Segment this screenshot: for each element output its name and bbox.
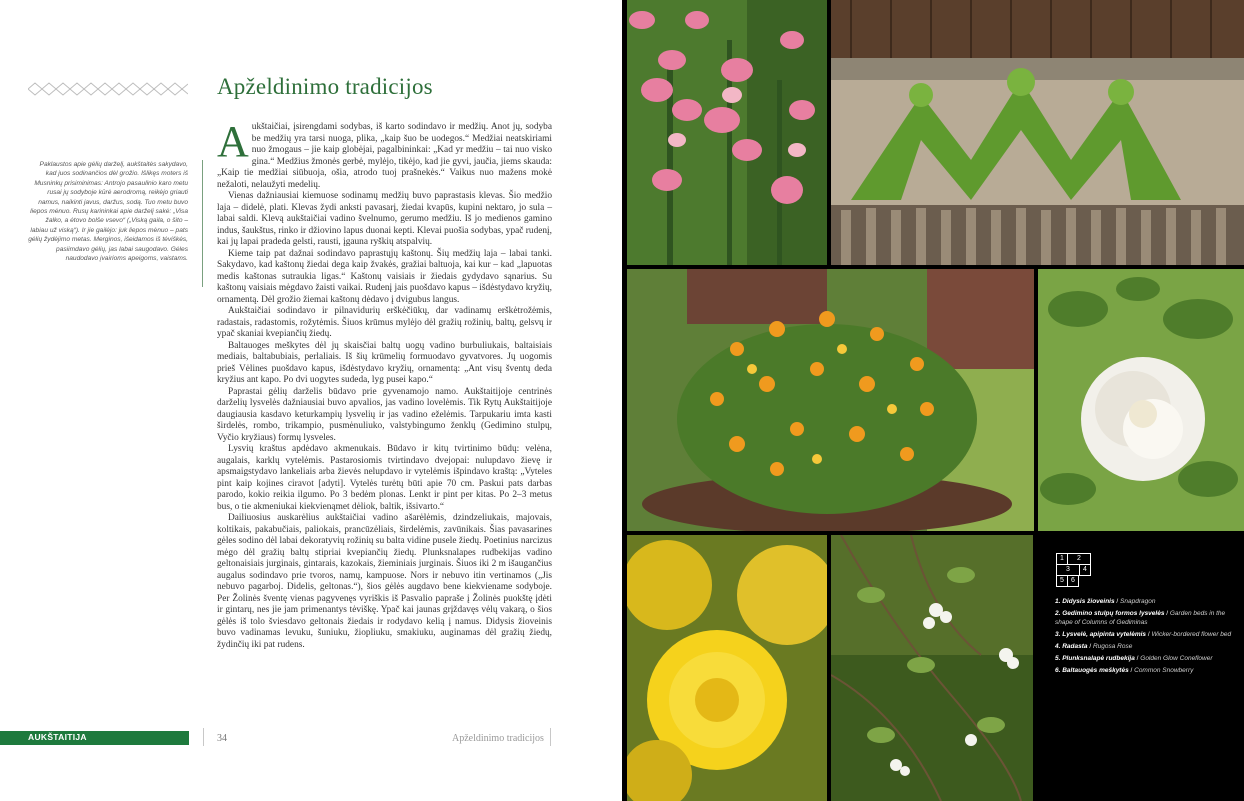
grid-cell: 5 [1056, 575, 1068, 587]
grid-cell: 3 [1056, 564, 1080, 576]
caption-item: 5. Plunksnalapė rudbekija / Golden Glow Coneflower [1055, 655, 1213, 662]
caption-lt: 4. Radasta [1055, 643, 1088, 650]
paragraph: Dailiuosius auskarėlius aukštaičiai vadino ašarėlėmis, dzindzeliukais, majovais, koltikais, pakabučiais, paliokais, prancūzėliais, širdelėmis, zavūnikais. Šias pavasarines gėles sodino dėl labai dekoratyvių rožinių su balta vidine pusele žiedų. Poetinius narcizus mėgo dėl gražių baltų stipriai kvepiančių žiedų. Plunksnalapes rudbekijas vadino geltonaisiais jurginais, gintarais, kazokais, žieminiais jurginais. Šiuos iki 2 m išaugančius augalus sodindavo prie tvoros, namų, kampuose. Nors ir nebuvo itin vertinamos („Jis nebuvo pagarboj. Didelis, geltonas.“), šios gėlės augdavo bene kiekviename sodyboje. Per Žolinės šventę vienas pagyvenęs vyriškis iš Pasvalio papraše į Žolinės puokštę įdėti ir gintarų, nes jie jam primenantys tėviškę. Ypač kai jaunas grįždavęs vėlų vakarą, o šios gėlės iš tolo šviesdavo geltonais žiedais ir rodydavo kelią į namus. Didysis žioveinis buvo vadinamas levuku, šuniuku, žiopliuku, smakiuku, auginamas dėl gražių žiedų, žydinčių iki pat rudens. [217, 513, 552, 650]
page-title: Apželdinimo tradicijos [217, 74, 433, 99]
grid-cell: 2 [1067, 553, 1091, 565]
caption-item: 1. Didysis žioveinis / Snapdragon [1055, 598, 1156, 605]
photo-snapdragon [627, 0, 827, 265]
caption-lt: 6. Baltauogės meškytės [1055, 667, 1129, 674]
caption-lt: 2. Gedimino stulpų formos lysvelės [1055, 610, 1165, 617]
photo-rugosa-rose [1038, 269, 1244, 531]
section-label: AUKŠTAITIJA [28, 732, 87, 742]
photo-golden-glow [627, 535, 827, 801]
page-number: 34 [217, 733, 227, 744]
photo-snowberry [831, 535, 1033, 801]
sidebar-divider [202, 160, 203, 287]
caption-lt: 3. Lysvelė, apipinta vytelėmis [1055, 631, 1147, 638]
paragraph: Baltauoges meškytes dėl jų skaisčiai baltų uogų vadino burbuliukais, baltaisiais mediais, baltabubiais, perlaliais. Iš šių krūmelių formuodavo gyvatvores. Jų uogomis prieš Vėlines puošdavo kapus, išdėstydavo kryžių, ornamentą: „Ant visų šventų deda kryžius ant kapo. Po dvi uogytes sudeda, lyg pusei kapo.“ [217, 340, 552, 385]
paragraph: Kieme taip pat dažnai sodindavo paprastųjų kaštonų. Šių medžių laja – labai tanki. Sakydavo, kad kaštonų žiedai dega kaip žvakės, gražiai baltuoja, kai kur – kad „lapuotas medis kaštonas sutraukia ligas.“ Kaštonų vaisiais ir žiedais gydydavo sąnarius. Su kaštonų vaisiais mėgdavo žaisti vaikai. Rudenį jais puošdavo kapus – išdėstydavo kryžių, ornamentą. Dėl grožio žiemai kaštonų dėdavo į dvigubus langus. [217, 248, 552, 305]
paragraph-text: ukštaičiai, įsirengdami sodybas, iš karto sodindavo ir medžių. Anot jų, sodyba be medžių yra tarsi nuoga, plika, „kaip šuo be uodegos.“ Medžiai neatskiriami nuo žmogaus – jie kaip globėjai, pagalbininkai: „Kad yr medžiu – tai nuo visko gina.“ Medžius žmonės gerbė, mylėjo, tikėjo, kad jie gyvi, jaučia, jiems skauda: „Kaip tie medžiai siūbuoja, ošia, atrodo tuoj prašnekės.“ Vaikus nuo mažens mokė nežaloti, nelaužyti medelių. [217, 122, 552, 190]
sidebar-quote: Paklaustos apie gėlių darželį, aukštaitės sakydavo, kad juos sodinančios dėl grožio. Išlikęs moters iš Musninkų prisiminimas: Antrojo pasaulinio karo metu rusai jų sodyboje kūrė aerodromą, reikėjo griauti namus, naikinti javus, daržus, sodą. Tuo metu buvo liepos mėnuo. Rusų karininkai apie darželį sakė: „Visa žalko, a ėtovo bolše vsevo“ („Viską gaila, o šito – labiau už viską“). Ir jie gailėjo: juk liepos mėnuo – pats gėlių žydėjimo metas. Merginos, išeidamos iš tėviškės, pasiimdavo gėlių, jas labai saugodavo. Gėles naudodavo įvairioms apeigoms, vaistams. [28, 161, 188, 263]
article-body [217, 117, 552, 651]
caption-en: Golden Glow Coneflower [1140, 655, 1213, 662]
grid-cell: 4 [1079, 564, 1091, 576]
paragraph: Aukštaičiai sodindavo ir pilnavidurių erškėčiūkų, dar vadinamų erškėtrožėmis, radastais, radastomis, rožytėmis. Šiuos krūmus mylėjo dėl gražių rožinių, baltų, gelsvų ir ypač skaniai kvepiančių žiedų. [217, 306, 552, 339]
caption-en: Common Snowberry [1134, 667, 1194, 674]
caption-en: Wicker-bordered flower bed [1151, 631, 1232, 638]
dropcap: A [217, 117, 249, 166]
caption-lt: 5. Plunksnalapė rudbekija [1055, 655, 1135, 662]
caption-list [1055, 597, 1235, 678]
photo-wicker-bed [627, 269, 1034, 531]
running-head: Apželdinimo tradicijos [452, 733, 544, 744]
grid-cell: 1 [1056, 553, 1068, 565]
paragraph: Paprastai gėlių darželis būdavo prie gyvenamojo namo. Aukštaitijoje centrinės darželių lysvelės dažniausiai buvo apvalios, jas vadino lovelėmis. Tik Rytų Aukštaitijoje daugiausia kasdavo keturkampių lysvelių ir jas vadino eželėmis. Tarpukariu imta kasti širdelės, rombo, trikampio, pusmėnuliuko, valstybingumo ženklų (Gedimino stulpų, Vyčio kryžiaus) formų lysveles. [217, 386, 552, 443]
caption-lt: 1. Didysis žioveinis [1055, 598, 1115, 605]
folk-ornament-band [28, 82, 188, 96]
caption-item: 2. Gedimino stulpų formos lysvelės / Garden beds in the shape of Columns of Gediminas [1055, 610, 1226, 626]
caption-item: 6. Baltauogės meškytės / Common Snowberry [1055, 667, 1194, 674]
photo-gediminas-beds [831, 0, 1244, 265]
paragraph [217, 117, 552, 191]
caption-item: 3. Lysvelė, apipinta vytelėmis / Wicker-bordered flower bed [1055, 631, 1232, 638]
footer-divider [550, 728, 551, 746]
section-footer-band [0, 731, 189, 745]
paragraph: Lysvių kraštus apdėdavo akmenukais. Būdavo ir kitų tvirtinimo būdų: velėna, augalais, karklų vytelėmis. Pastarosiomis tvirtindavo dvejopai: nulupdavo žievę ir apsmaigstydavo lankeliais arba žievės nelupdavo ir vytelėmis išpindavo kraštą: „Vyteles pint kaip kojines ciravot [adyti]. Vytelės turėtų būti apie 70 cm. Paskui pats darbas parodo, kokio reikia ilgumo. Po 3 bedėm plonas. Lenkt ir pint per kitas. Po 2–3 metus bus, o tie akmeniukai kiekvienąmet dėliok, baltik, išsivarto.“ [217, 444, 552, 512]
caption-en: Garden beds in the shape of Columns of Gediminas [1055, 610, 1226, 626]
caption-en: Snapdragon [1120, 598, 1156, 605]
grid-cell: 6 [1067, 575, 1079, 587]
caption-item: 4. Radasta / Rugosa Rose [1055, 643, 1133, 650]
caption-en: Rugosa Rose [1092, 643, 1133, 650]
footer-divider [203, 728, 204, 746]
caption-panel [1033, 535, 1244, 801]
paragraph: Vienas dažniausiai kiemuose sodinamų medžių buvo paprastasis klevas. Šio medžio laja – didelė, plati. Klevas žydi anksti pavasarį, žiedai kvapūs, kupini nektaro, jo sula – labai saldi. Klevą aukštaičiai vadino švelnumo, gerumo medžiu. Iš jo medienos gamino indus, šaukštus, rinko ir džiovino lapus duonai kepti. Klevai puošia sodybas, ypač rudenį, kai jų lapai pradeda gelsti, rausti, įgauna ryškių atspalvių. [217, 191, 552, 247]
